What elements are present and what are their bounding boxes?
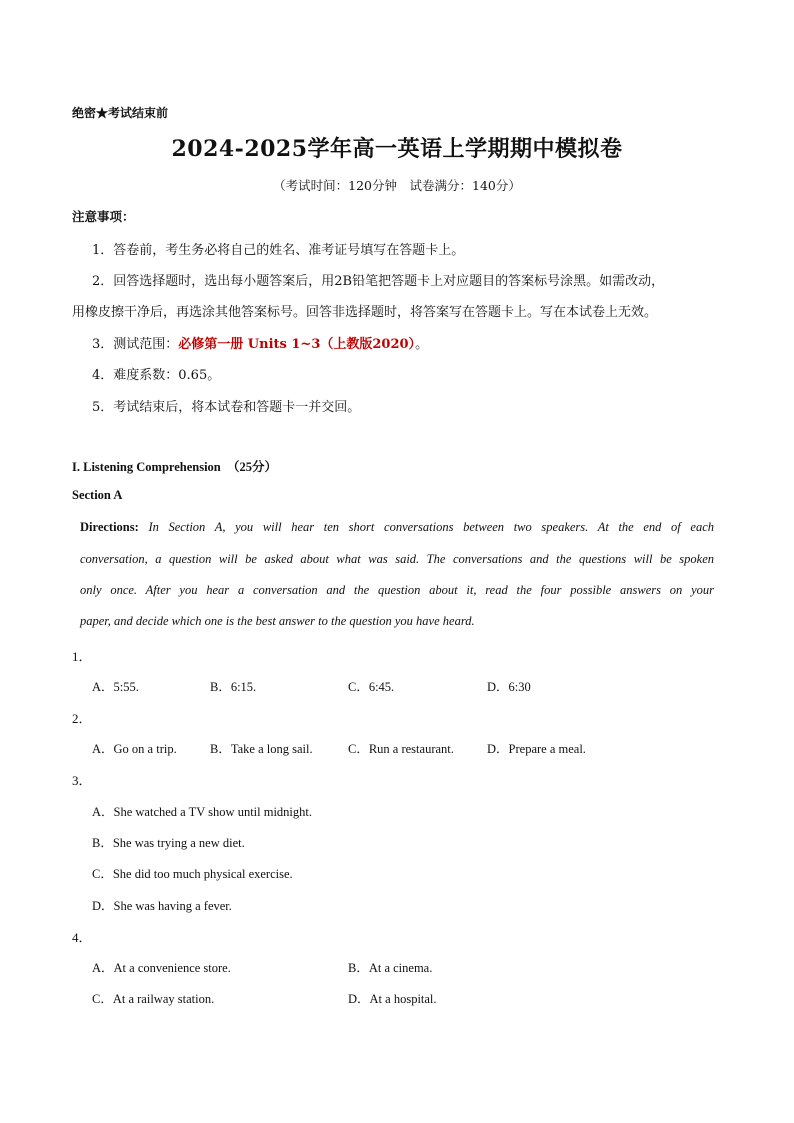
question-number: 2． xyxy=(72,711,92,726)
question-option: D．She was having a fever. xyxy=(92,899,232,913)
question-number: 3． xyxy=(72,773,92,788)
question-option: B．Take a long sail. xyxy=(210,742,313,756)
question-option: A．Go on a trip. xyxy=(92,742,177,756)
directions-line-3: only once. After you hear a conversation and the question about it, read the four possible answers on your xyxy=(80,583,714,597)
question-option: C．She did too much physical exercise. xyxy=(92,867,293,881)
question-number: 4． xyxy=(72,930,92,945)
question-number: 1． xyxy=(72,649,92,664)
question-option: D．At a hospital. xyxy=(348,992,437,1006)
notice-item-1: 1．答卷前，考生务必将自己的姓名、准考证号填写在答题卡上。 xyxy=(92,243,465,258)
notice-item-3-suffix: 。 xyxy=(415,337,429,352)
question-option: C．6:45. xyxy=(348,680,395,694)
question-option: A．At a convenience store. xyxy=(92,961,231,975)
notice-item-3 xyxy=(92,333,428,352)
notice-item-2-line-2: 用橡皮擦干净后，再选涂其他答案标号。回答非选择题时，将答案写在答题卡上。写在本试卷上无效。 xyxy=(72,305,658,320)
question-option: B．She was trying a new diet. xyxy=(92,836,245,850)
notice-heading: 注意事项： xyxy=(72,209,135,224)
question-option: D．Prepare a meal. xyxy=(487,742,586,756)
question-option: A．5:55. xyxy=(92,680,139,694)
question-option: B．6:15. xyxy=(210,680,257,694)
directions-label: Directions: xyxy=(80,520,139,534)
notice-item-4: 4．难度系数：0.65。 xyxy=(92,368,221,383)
question-option: B．At a cinema. xyxy=(348,961,433,975)
notice-item-5: 5．考试结束后，将本试卷和答题卡一并交回。 xyxy=(92,400,361,415)
confidential-label: 绝密★考试结束前 xyxy=(72,106,169,120)
directions-line-2: conversation, a question will be asked about what was said. The conversations and the questions will be spoken xyxy=(80,552,714,566)
exam-title: 2024-2025学年高一英语上学期期中模拟卷 xyxy=(171,136,623,162)
notice-item-2-line-1: 2．回答选择题时，选出每小题答案后，用2B铅笔把答题卡上对应题目的答案标号涂黑。如需改动， xyxy=(92,274,665,289)
part-title: I. Listening Comprehension （25分） xyxy=(72,460,278,474)
section-heading: Section A xyxy=(72,488,123,502)
notice-item-3-prefix: 3．测试范围： xyxy=(92,337,179,352)
question-option: A．She watched a TV show until midnight. xyxy=(92,805,313,819)
question-option: C．Run a restaurant. xyxy=(348,742,454,756)
directions-line-4: paper, and decide which one is the best answer to the question you have heard. xyxy=(80,614,475,628)
question-option: D．6:30 xyxy=(487,680,531,694)
exam-subtitle: （考试时间：120分钟 试卷满分：140分） xyxy=(273,178,521,193)
test-scope: 必修第一册 Units 1~3（上教版2020） xyxy=(178,337,416,352)
question-option: C．At a railway station. xyxy=(92,992,215,1006)
directions-line-1: Directions: In Section A, you will hear ten short conversations between two speakers. At the end of each xyxy=(80,520,715,534)
